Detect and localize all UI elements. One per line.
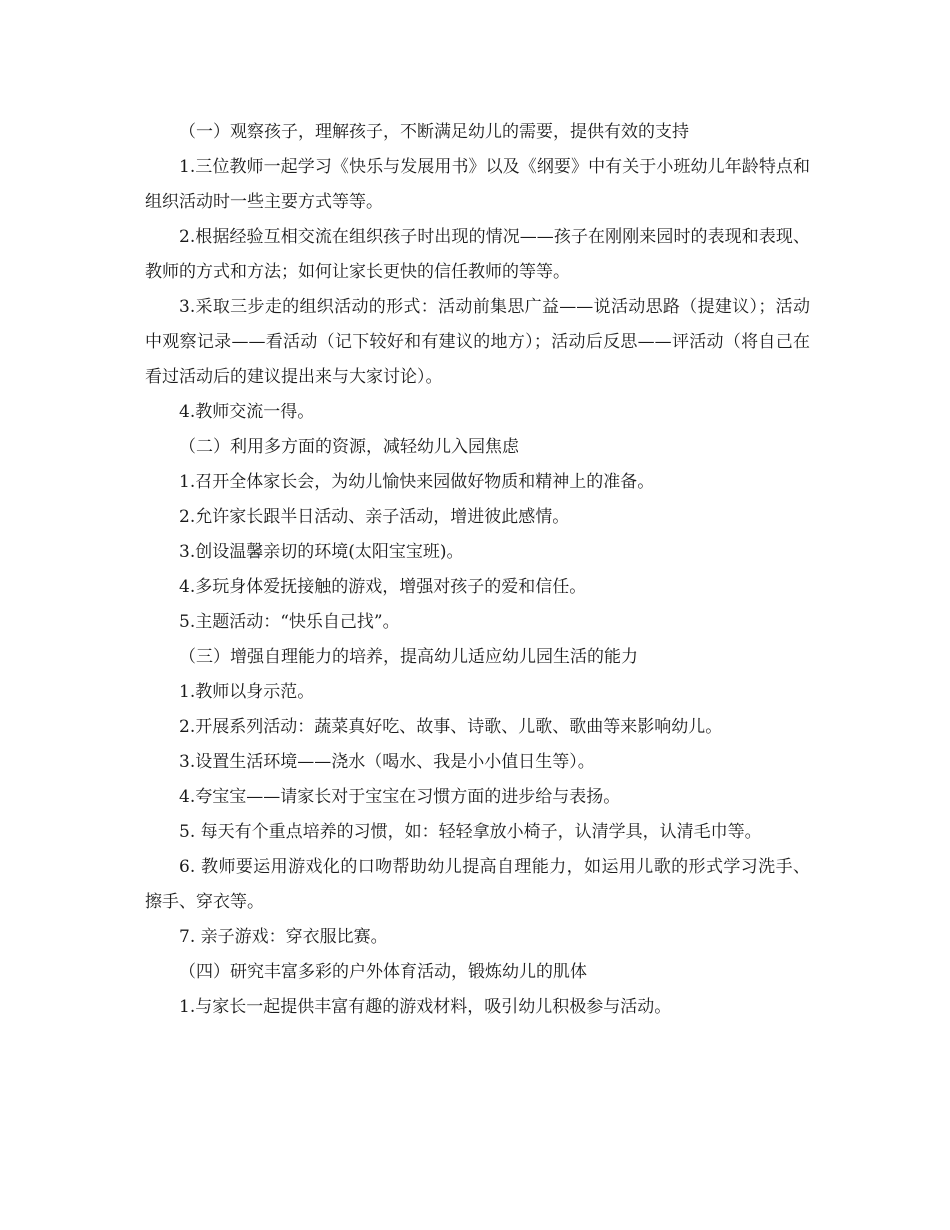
paragraph: 2.允许家长跟半日活动、亲子活动，增进彼此感情。	[179, 507, 570, 527]
section-heading-2: （二）利用多方面的资源，减轻幼儿入园焦虑	[179, 437, 519, 457]
section-heading-4: （四）研究丰富多彩的户外体育活动，锻炼幼儿的肌体	[179, 962, 587, 982]
paragraph: 3.设置生活环境——浇水（喝水、我是小小值日生等）。	[179, 752, 595, 772]
document-body	[145, 115, 810, 1025]
section-heading-1: （一）观察孩子，理解孩子，不断满足幼儿的需要，提供有效的支持	[179, 122, 689, 142]
paragraph: 4.教师交流一得。	[179, 402, 315, 422]
paragraph: 1.召开全体家长会，为幼儿愉快来园做好物质和精神上的准备。	[179, 472, 655, 492]
paragraph: 5. 每天有个重点培养的习惯，如：轻轻拿放小椅子，认清学具，认清毛巾等。	[179, 822, 762, 842]
paragraph: 5.主题活动：“快乐自己找”。	[179, 612, 400, 632]
paragraph: 6. 教师要运用游戏化的口吻帮助幼儿提高自理能力，如运用儿歌的形式学习洗手、擦手、穿衣等。	[145, 857, 810, 912]
section-heading-3: （三）增强自理能力的培养，提高幼儿适应幼儿园生活的能力	[179, 647, 638, 667]
paragraph: 7. 亲子游戏：穿衣服比赛。	[179, 927, 388, 947]
paragraph: 2.根据经验互相交流在组织孩子时出现的情况——孩子在刚刚来园时的表现和表现、教师的方式和方法；如何让家长更快的信任教师的等等。	[145, 227, 810, 282]
paragraph: 4.多玩身体爱抚接触的游戏，增强对孩子的爱和信任。	[179, 577, 587, 597]
paragraph: 1.三位教师一起学习《快乐与发展用书》以及《纲要》中有关于小班幼儿年龄特点和组织活动时一些主要方式等等。	[145, 157, 810, 212]
paragraph: 4.夸宝宝——请家长对于宝宝在习惯方面的进步给与表扬。	[179, 787, 621, 807]
paragraph: 1.教师以身示范。	[179, 682, 315, 702]
paragraph: 3.创设温馨亲切的环境(太阳宝宝班)。	[179, 542, 464, 562]
paragraph: 1.与家长一起提供丰富有趣的游戏材料，吸引幼儿积极参与活动。	[179, 997, 672, 1017]
paragraph: 3.采取三步走的组织活动的形式：活动前集思广益——说活动思路（提建议）；活动中观察记录——看活动（记下较好和有建议的地方）；活动后反思——评活动（将自己在看过活动后的建议提出来与大家讨论）。	[145, 297, 810, 387]
paragraph: 2.开展系列活动：蔬菜真好吃、故事、诗歌、儿歌、歌曲等来影响幼儿。	[179, 717, 723, 737]
